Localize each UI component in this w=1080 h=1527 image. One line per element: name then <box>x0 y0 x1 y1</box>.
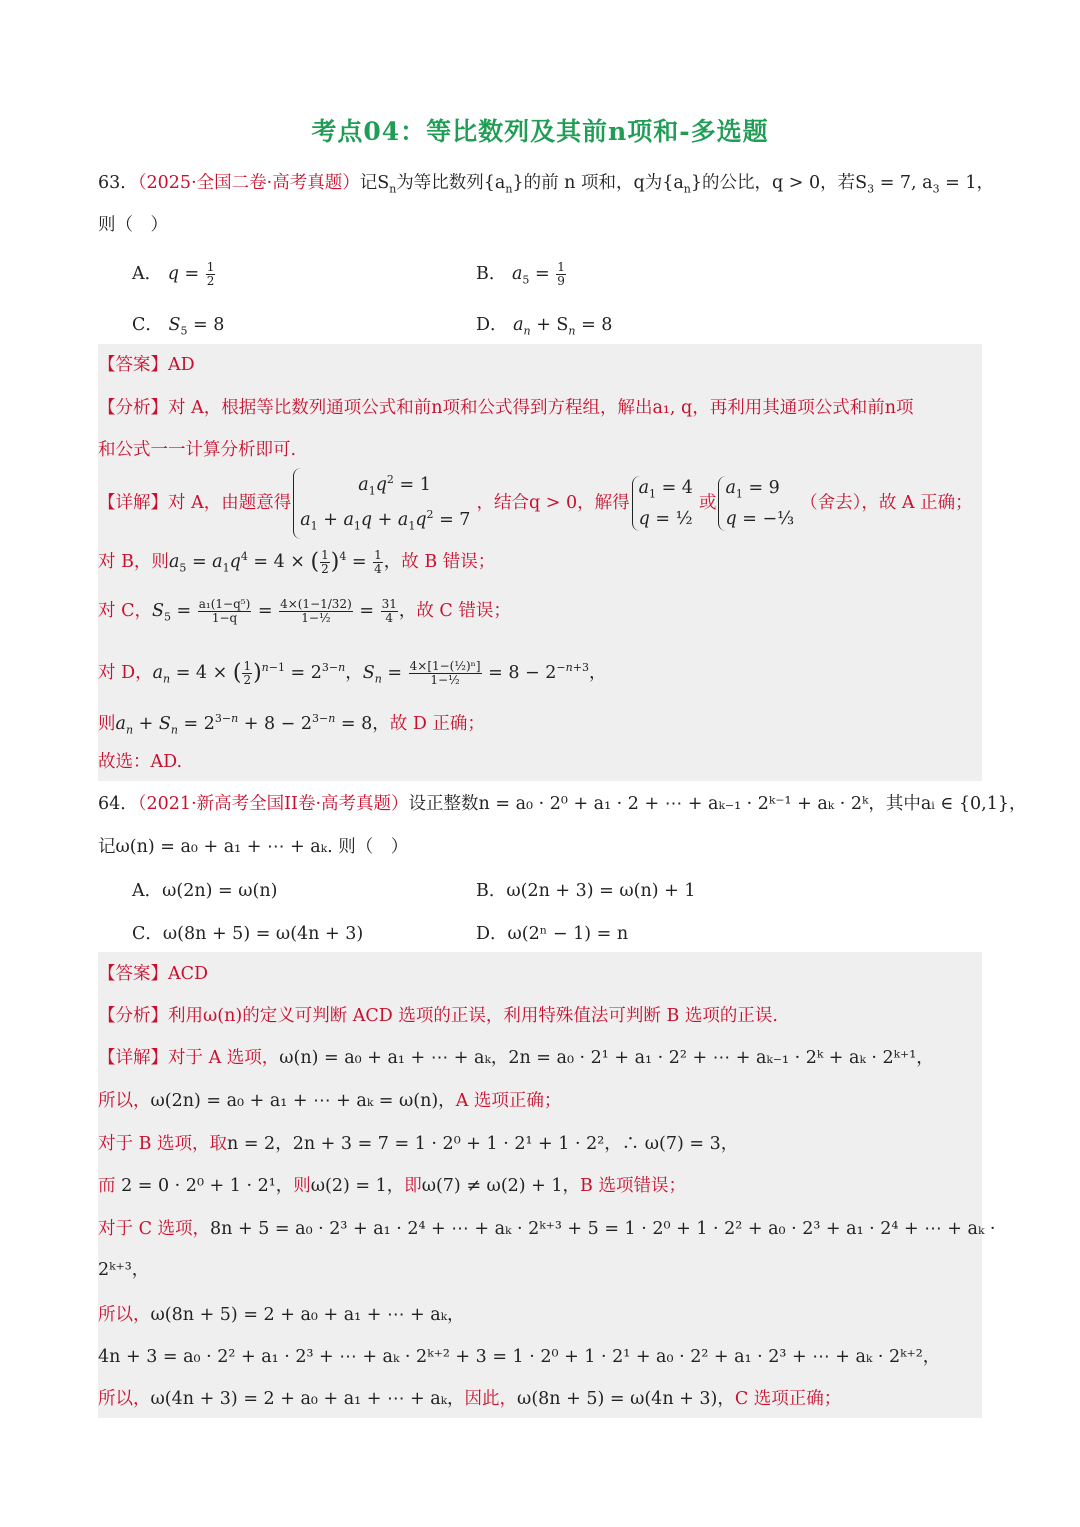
q64-detail-7 <box>98 1302 465 1328</box>
detail-math: ω(7) ≠ ω(2) + 1， <box>421 1176 581 1196</box>
detail-text: B 选项错误； <box>580 1176 686 1196</box>
detail-text: 对 D， <box>98 662 153 683</box>
answer-value: ACD <box>168 964 209 984</box>
q63-detail-e: 则$a_n + S_n = 2^{3-n} + 8 - 2^{3-n} = 8$，故 D 正确； <box>98 712 485 737</box>
q63-detail-c: 对 C，$S_5$ = $\frac{\text{a₁(1−q⁵)}}{1-q}$ = $\frac{4\times(1-1/32)}{\text{1−½}}$ = $\frac{31}{4}$ ，故 C 错误； <box>98 597 511 625</box>
detail-math: 8n + 5 = a₀ · 2³ + a₁ · 2⁴ + ⋯ + aₖ · 2ᵏ⁺³ + 5 = 1 · 2⁰ + 1 · 2² + a₀ · 2³ + a₁ · 2⁴ + ⋯ + aₖ · <box>210 1219 996 1239</box>
q64-number: 64． <box>98 794 138 814</box>
q63-stem-part: 为等比数列{a <box>396 173 506 193</box>
q64-stem-line2: 记ω(n) = a₀ + a₁ + ⋯ + aₖ. 则（ ） <box>98 837 409 857</box>
detail-text: 则 <box>98 713 116 734</box>
detail-math: ω(8n + 5) = 2 + a₀ + a₁ + ⋯ + aₖ， <box>150 1305 465 1325</box>
detail-math: 2 = 0 · 2⁰ + 1 · 2¹， <box>115 1176 294 1196</box>
q64-detail-2 <box>98 1088 561 1114</box>
detail-text: 而 <box>98 1176 116 1196</box>
q63-detail-d: 对 D，$a_n = 4$ × ( $\frac{1}{2}$ )$^{n-1} = 2^{3-n}$，$S_n$ = $\frac{\text{4×[1−(½)ⁿ]}}{\text{1−½}}$ = $8 - 2^{-n+3}$， <box>98 658 607 687</box>
detail-math: n = 2，2n + 3 = 7 = 1 · 2⁰ + 1 · 2¹ + 1 · 2²，∴ ω(7) = 3， <box>227 1134 739 1154</box>
q64-option-b: B．ω(2n + 3) = ω(n) + 1 <box>476 881 696 901</box>
detail-text: 则 <box>293 1176 311 1196</box>
detail-text: 对于 B 选项，取 <box>98 1134 227 1154</box>
detail-text: 故 B 错误； <box>401 551 496 572</box>
analysis-label: 【分析】 <box>98 1006 168 1026</box>
option-label: A． <box>132 264 163 284</box>
q63-stem-part: = 1， <box>939 173 995 193</box>
detail-text: （舍去），故 A 正确； <box>800 492 973 513</box>
q63-stem-part: }的公比，q > 0，若S <box>690 173 868 193</box>
detail-text: 对 A，由题意得 <box>168 492 292 513</box>
answer-label: 【答案】 <box>98 964 168 984</box>
equation-system: $a_1q^2 = 1$ $a_1 + a_1q + a_1q^2 = 7$ <box>293 468 476 539</box>
q63-answer <box>98 352 195 378</box>
detail-text: ，结合q > 0，解得 <box>476 492 630 513</box>
q63-stem: 63．（2025·全国二卷·高考真题）记$S_n$为等比数列$\{a_n\}$的前 n 项和，q为$\{a_n\}$的公比，q > 0，若$S_3 = 7$, $a_3 = 1$， <box>98 173 995 196</box>
detail-text: 因此， <box>464 1389 518 1409</box>
q63-number: 63． <box>98 173 138 193</box>
analysis-text: 利用ω(n)的定义可判断 ACD 选项的正误，利用特殊值法可判断 B 选项的正误. <box>168 1006 778 1026</box>
detail-text: C 选项正确； <box>734 1389 842 1409</box>
detail-text: 故 D 正确； <box>389 713 485 734</box>
q63-stem-part: }的前 n 项和，q为{a <box>512 173 684 193</box>
answer-value: AD <box>168 355 195 375</box>
q64-detail-5 <box>98 1216 995 1242</box>
detail-label: 【详解】 <box>98 1048 168 1068</box>
q63-stem-line2: 则（ ） <box>98 215 168 235</box>
q64-stem <box>98 791 1026 817</box>
detail-math: ω(2n) = a₀ + a₁ + ⋯ + aₖ = ω(n)， <box>150 1091 456 1111</box>
q63-analysis-line2: 和公式一一计算分析即可. <box>98 440 297 460</box>
q64-option-d: D．ω(2ⁿ − 1) = n <box>476 924 629 944</box>
q64-answer <box>98 961 208 987</box>
q63-stem-part: = 7, a <box>874 173 933 193</box>
detail-text: 所以， <box>98 1091 151 1111</box>
q64-detail-9 <box>98 1386 841 1412</box>
detail-text: 或 <box>698 492 717 513</box>
detail-text: 对 C， <box>98 601 152 621</box>
detail-text: A 选项正确； <box>455 1091 562 1111</box>
detail-math: ω(2) = 1， <box>310 1176 405 1196</box>
detail-text: 故 C 错误； <box>416 601 511 621</box>
detail-text: 即 <box>404 1176 422 1196</box>
detail-label: 【详解】 <box>98 492 168 513</box>
q63-source: （2025·全国二卷·高考真题） <box>137 173 360 193</box>
q64-analysis <box>98 1003 778 1029</box>
q63-option-d: D． $a_n + S_n = 8$ <box>476 315 613 338</box>
detail-text: 对于 C 选项， <box>98 1219 211 1239</box>
q64-option-c: C．ω(8n + 5) = ω(4n + 3) <box>132 924 364 944</box>
q64-detail-6: 2ᵏ⁺³， <box>98 1260 150 1280</box>
q63-final: 故选：AD. <box>98 752 183 772</box>
q63-option-c: C． $S_5 = 8$ <box>132 315 225 338</box>
q63-detail-a <box>98 468 973 539</box>
q64-stem-text: 设正整数n = a₀ · 2⁰ + a₁ · 2 + ⋯ + aₖ₋₁ · 2ᵏ⁻¹ + aₖ · 2ᵏ，其中aᵢ ∈ {0,1}， <box>408 794 1027 814</box>
analysis-label: 【分析】 <box>98 398 168 418</box>
detail-math: ω(n) = a₀ + a₁ + ⋯ + aₖ，2n = a₀ · 2¹ + a₁ · 2² + ⋯ + aₖ₋₁ · 2ᵏ + aₖ · 2ᵏ⁺¹， <box>279 1048 934 1068</box>
q63-detail-b: 对 B，则$a_5 = a_1q^4 = 4$ × ( $\frac{1}{2}$ )$^4$ = $\frac{1}{4}$ ，故 B 错误； <box>98 547 496 576</box>
solution-system-1: $a_1 = 4$ q = ½ <box>632 476 699 531</box>
q63-option-b: B． $a_5$ = $\frac{1}{9}$ <box>476 260 565 288</box>
q64-detail-4 <box>98 1173 686 1199</box>
option-label: C． <box>132 315 163 335</box>
detail-text: 对 B，则 <box>98 551 169 572</box>
answer-label: 【答案】 <box>98 355 168 375</box>
detail-text: 所以， <box>98 1305 151 1325</box>
detail-math: ω(4n + 3) = 2 + a₀ + a₁ + ⋯ + aₖ， <box>150 1389 465 1409</box>
option-label: B． <box>476 264 507 284</box>
q64-detail-8: 4n + 3 = a₀ · 2² + a₁ · 2³ + ⋯ + aₖ · 2ᵏ⁺² + 3 = 1 · 2⁰ + 1 · 2¹ + a₀ · 2² + a₁ · 2³ + ⋯ + aₖ · 2ᵏ⁺²， <box>98 1347 941 1367</box>
q63-option-a: A． q = $\frac{1}{2}$ <box>132 260 215 288</box>
q64-detail-1 <box>98 1045 934 1071</box>
q64-detail-3 <box>98 1131 738 1157</box>
q63-analysis <box>98 395 914 421</box>
analysis-text: 对 A，根据等比数列通项公式和前n项和公式得到方程组，解出a₁, q，再利用其通项公式和前n项 <box>168 398 914 418</box>
option-label: D． <box>476 315 508 335</box>
q63-stem-part: 记S <box>359 173 390 193</box>
detail-text: 对于 A 选项， <box>168 1048 280 1068</box>
q64-source: （2021·新高考全国II卷·高考真题） <box>137 794 409 814</box>
detail-math: ω(8n + 5) = ω(4n + 3)， <box>517 1389 735 1409</box>
q64-option-a: A．ω(2n) = ω(n) <box>132 881 278 901</box>
page-title: 考点04：等比数列及其前n项和-多选题 <box>311 117 769 146</box>
detail-text: 所以， <box>98 1389 151 1409</box>
solution-system-2: $a_1 = 9$ q = −⅓ <box>718 476 800 531</box>
